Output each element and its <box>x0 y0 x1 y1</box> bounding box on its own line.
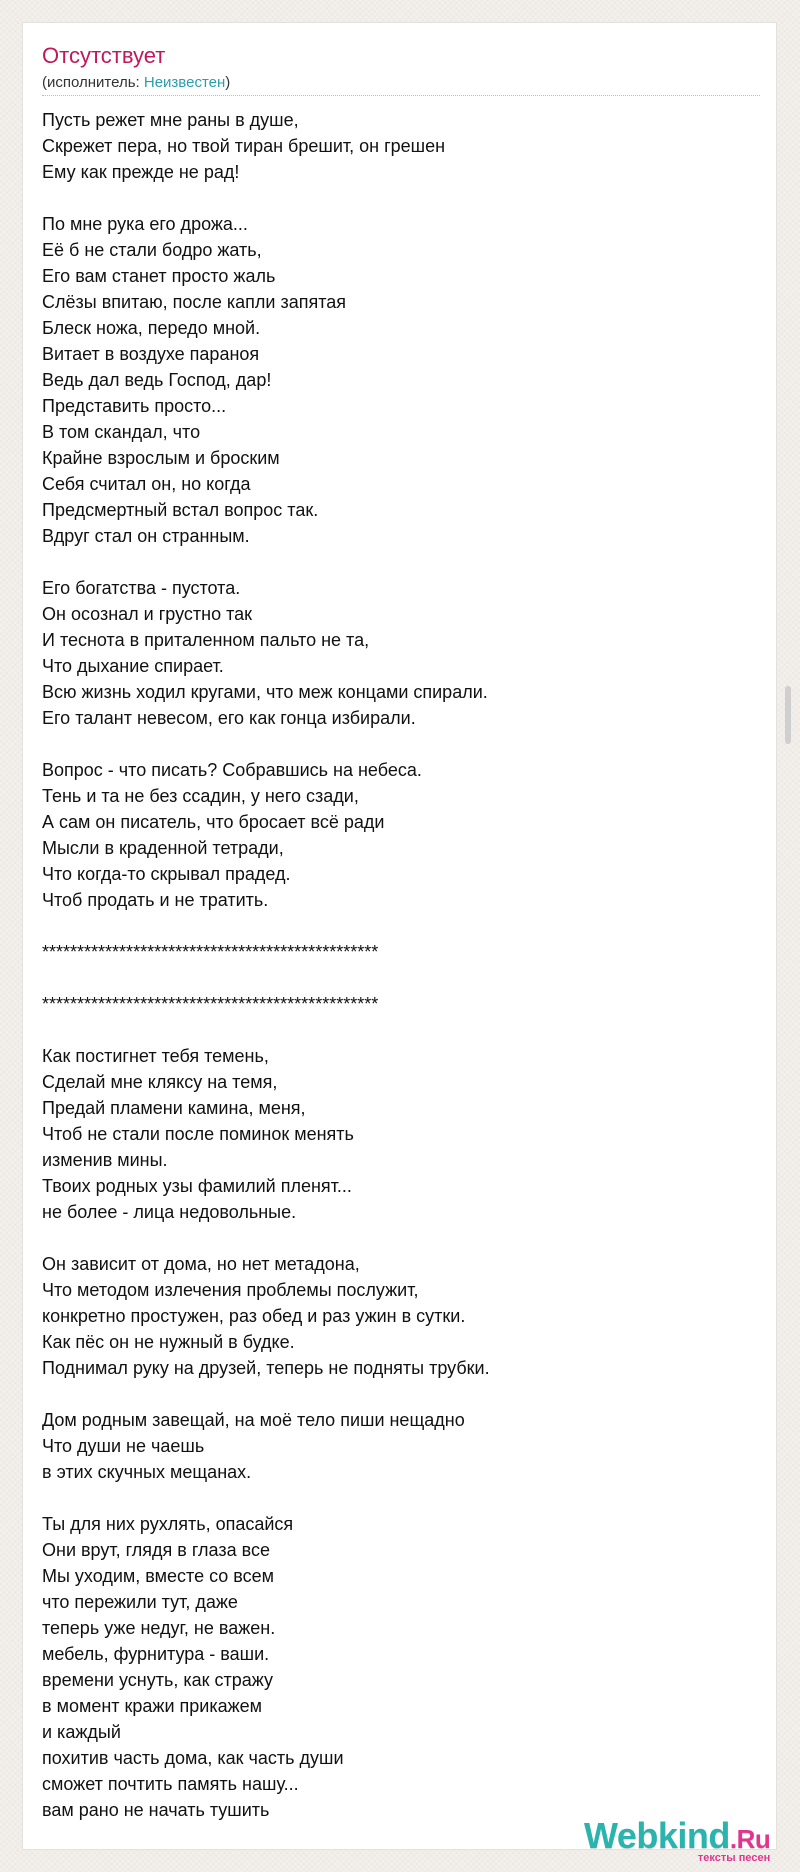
lyric-line: Что методом излечения проблемы послужит, <box>42 1280 419 1300</box>
lyric-line: мебель, фурнитура - ваши. <box>42 1644 270 1664</box>
lyric-line: Скрежет пера, но твой тиран брешит, он грешен <box>42 136 446 156</box>
lyric-line <box>42 1485 742 1511</box>
lyrics-card <box>22 22 777 1850</box>
lyric-line: времени уснуть, как стражу <box>42 1670 273 1690</box>
lyric-line: И теснота в приталенном пальто не та, <box>42 630 370 650</box>
header-divider <box>42 95 760 96</box>
lyric-line: Мы уходим, вместе со всем <box>42 1566 275 1586</box>
lyric-line: Слёзы впитаю, после капли запятая <box>42 292 347 312</box>
lyrics-text <box>42 107 742 1823</box>
lyric-line: Что души не чаешь <box>42 1436 205 1456</box>
logo-wordmark: Webkind <box>584 1815 730 1856</box>
lyric-line <box>42 549 742 575</box>
lyric-line: Твоих родных узы фамилий пленят... <box>42 1176 352 1196</box>
lyric-line <box>42 185 742 211</box>
logo-domain-suffix: .Ru <box>729 1824 771 1854</box>
lyric-line: теперь уже недуг, не важен. <box>42 1618 276 1638</box>
artist-line <box>42 74 230 91</box>
lyric-line: Блеск ножа, передо мной. <box>42 318 261 338</box>
lyric-line: Чтоб не стали после поминок менять <box>42 1124 354 1144</box>
artist-link[interactable]: Неизвестен <box>143 74 226 91</box>
lyric-line: Вдруг стал он странным. <box>42 526 250 546</box>
lyric-line: Его вам станет просто жаль <box>42 266 276 286</box>
lyric-line: Всю жизнь ходил кругами, что меж концами спирали. <box>42 682 488 702</box>
lyric-line: Они врут, глядя в глаза все <box>42 1540 270 1560</box>
lyric-line: Ему как прежде не рад! <box>42 162 240 182</box>
lyric-line: не более - лица недовольные. <box>42 1202 297 1222</box>
site-logo[interactable] <box>584 1815 771 1864</box>
lyric-line: Вопрос - что писать? Собравшись на небеса. <box>42 760 422 780</box>
lyric-line <box>42 1381 742 1407</box>
lyric-line: изменив мины. <box>42 1150 168 1170</box>
lyric-line: Сделай мне кляксу на темя, <box>42 1072 278 1092</box>
lyric-line: Что когда-то скрывал прадед. <box>42 864 291 884</box>
lyric-line: Как постигнет тебя темень, <box>42 1046 269 1066</box>
lyric-line <box>42 731 742 757</box>
lyric-line: Он зависит от дома, но нет метадона, <box>42 1254 360 1274</box>
lyric-line: Поднимал руку на друзей, теперь не подняты трубки. <box>42 1358 490 1378</box>
lyric-line: конкретно простужен, раз обед и раз ужин в сутки. <box>42 1306 466 1326</box>
lyric-line: Дом родным завещай, на моё тело пиши нещадно <box>42 1410 465 1430</box>
lyric-line: Крайне взрослым и броским <box>42 448 280 468</box>
lyric-line: сможет почтить память нашу... <box>42 1774 299 1794</box>
lyric-line: Её б не стали бодро жать, <box>42 240 262 260</box>
lyric-line: похитив часть дома, как часть души <box>42 1748 344 1768</box>
lyric-line <box>42 1017 742 1043</box>
lyric-line: Что дыхание спирает. <box>42 656 224 676</box>
lyric-line: и каждый <box>42 1722 121 1742</box>
artist-suffix: ) <box>225 74 231 91</box>
lyric-line: Тень и та не без ссадин, у него сзади, <box>42 786 359 806</box>
lyric-line: В том скандал, что <box>42 422 201 442</box>
lyric-line: что пережили тут, даже <box>42 1592 238 1612</box>
lyric-line: Ты для них рухлять, опасайся <box>42 1514 294 1534</box>
logo-tagline: тексты песен <box>697 1852 771 1864</box>
lyric-line: По мне рука его дрожа... <box>42 214 248 234</box>
song-title: Отсутствует <box>42 43 166 68</box>
lyric-line: Себя считал он, но когда <box>42 474 251 494</box>
lyric-line: ************************************************ <box>42 942 379 962</box>
lyric-line: вам рано не начать тушить <box>42 1800 270 1820</box>
lyric-line <box>42 965 742 991</box>
lyric-line <box>42 913 742 939</box>
lyric-line: Его богатства - пустота. <box>42 578 241 598</box>
lyric-line <box>42 1225 742 1251</box>
lyric-line: Он осознал и грустно так <box>42 604 253 624</box>
lyric-line: Мысли в краденной тетради, <box>42 838 284 858</box>
artist-prefix: (исполнитель: <box>42 74 144 91</box>
lyric-line: Витает в воздухе параноя <box>42 344 260 364</box>
lyric-line: Представить просто... <box>42 396 227 416</box>
lyric-line: Предсмертный встал вопрос так. <box>42 500 319 520</box>
lyric-line: Пусть режет мне раны в душе, <box>42 110 299 130</box>
lyric-line: Как пёс он не нужный в будке. <box>42 1332 295 1352</box>
lyric-line: Ведь дал ведь Господ, дар! <box>42 370 272 390</box>
lyric-line: в этих скучных мещанах. <box>42 1462 252 1482</box>
lyric-line: в момент кражи прикажем <box>42 1696 263 1716</box>
lyric-line: Его талант невесом, его как гонца избирали. <box>42 708 416 728</box>
lyric-line: Предай пламени камина, меня, <box>42 1098 306 1118</box>
lyric-line: А сам он писатель, что бросает всё ради <box>42 812 385 832</box>
lyric-line: Чтоб продать и не тратить. <box>42 890 269 910</box>
lyric-line: ************************************************ <box>42 994 379 1014</box>
scrollbar-thumb[interactable] <box>785 686 791 744</box>
